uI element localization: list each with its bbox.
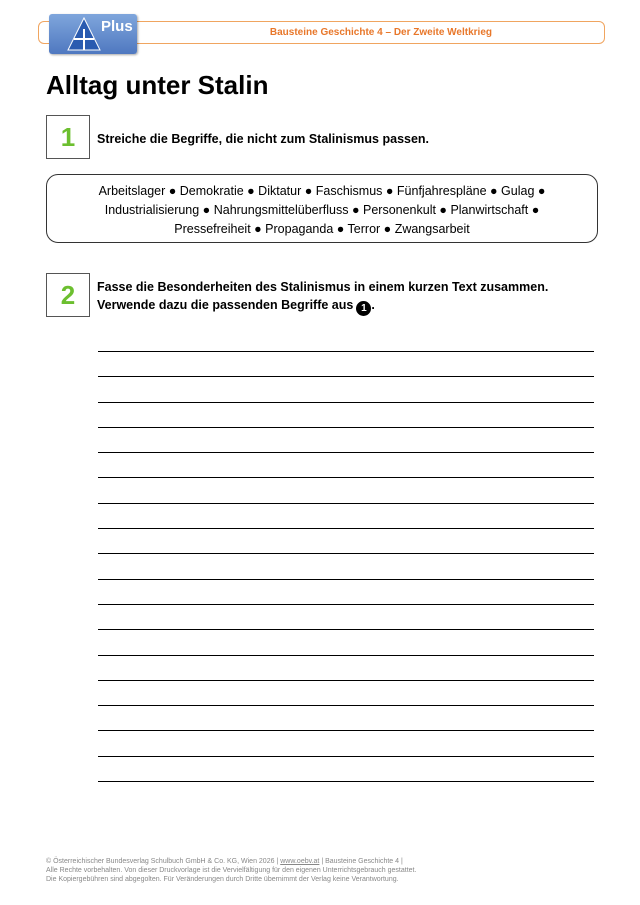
writing-line [98, 377, 594, 402]
series-title: Bausteine Geschichte 4 – Der Zweite Weltkrieg [269, 27, 492, 38]
task-reference-badge: 1 [356, 301, 371, 316]
task-number-2: 2 [46, 273, 90, 317]
terms-line-1: Arbeitslager ● Demokratie ● Diktatur ● Faschismus ● Fünfjahrespläne ● Gulag ● [98, 184, 546, 198]
triangle-logo-icon [67, 17, 101, 51]
task-instruction-2 [97, 278, 548, 316]
terms-line-2: Industrialisierung ● Nahrungsmittelüberfluss ● Personenkult ● Planwirtschaft ● [104, 203, 540, 217]
writing-line [98, 529, 594, 554]
task-instruction-line: Streiche die Begriffe, die nicht zum Stalinismus passen. [97, 132, 430, 146]
copyright-footer [46, 857, 416, 884]
terms-line-3: Pressefreiheit ● Propaganda ● Terror ● Zwangsarbeit [174, 222, 470, 236]
writing-line [98, 731, 594, 756]
writing-line [98, 605, 594, 630]
footer-series: | Bausteine Geschichte 4 | [319, 858, 403, 865]
writing-line [98, 706, 594, 731]
publisher-link[interactable]: www.oebv.at [280, 858, 320, 865]
writing-line [98, 554, 594, 579]
writing-line [98, 681, 594, 706]
logo-text: Plus [101, 18, 133, 35]
footer-line-2: Alle Rechte vorbehalten. Von dieser Druckvorlage ist die Vervielfältigung für den eigenen Unterrichtsgebrauch gestattet. [46, 867, 417, 874]
footer-copyright: © Österreichischer Bundesverlag Schulbuch GmbH & Co. KG, Wien 2026 | [46, 858, 281, 865]
task-instruction-line-with-reference [97, 296, 548, 316]
writing-line [98, 580, 594, 605]
task-number-1: 1 [46, 115, 90, 159]
footer-line-1 [46, 857, 416, 866]
writing-line [98, 504, 594, 529]
footer-line-3: Die Kopiergebühren sind abgegolten. Für Veränderungen durch Dritte übernimmt der Verlag keine Verantwortung. [46, 876, 399, 883]
task-instruction-line: Fasse die Besonderheiten des Stalinismus in einem kurzen Text zusammen. [97, 280, 549, 294]
page-title: Alltag unter Stalin [46, 70, 269, 100]
writing-line [98, 656, 594, 681]
writing-line [98, 453, 594, 478]
writing-line [98, 352, 594, 377]
task-reference-suffix: . [371, 298, 375, 312]
writing-area[interactable] [98, 351, 594, 782]
writing-line [98, 630, 594, 655]
task-instruction-text: Verwende dazu die passenden Begriffe aus [97, 298, 354, 312]
task-instruction-1 [97, 130, 429, 148]
publisher-logo [49, 14, 137, 54]
writing-line [98, 757, 594, 782]
terms-box [46, 174, 598, 243]
writing-line [98, 478, 594, 503]
writing-line [98, 428, 594, 453]
writing-line [98, 403, 594, 428]
